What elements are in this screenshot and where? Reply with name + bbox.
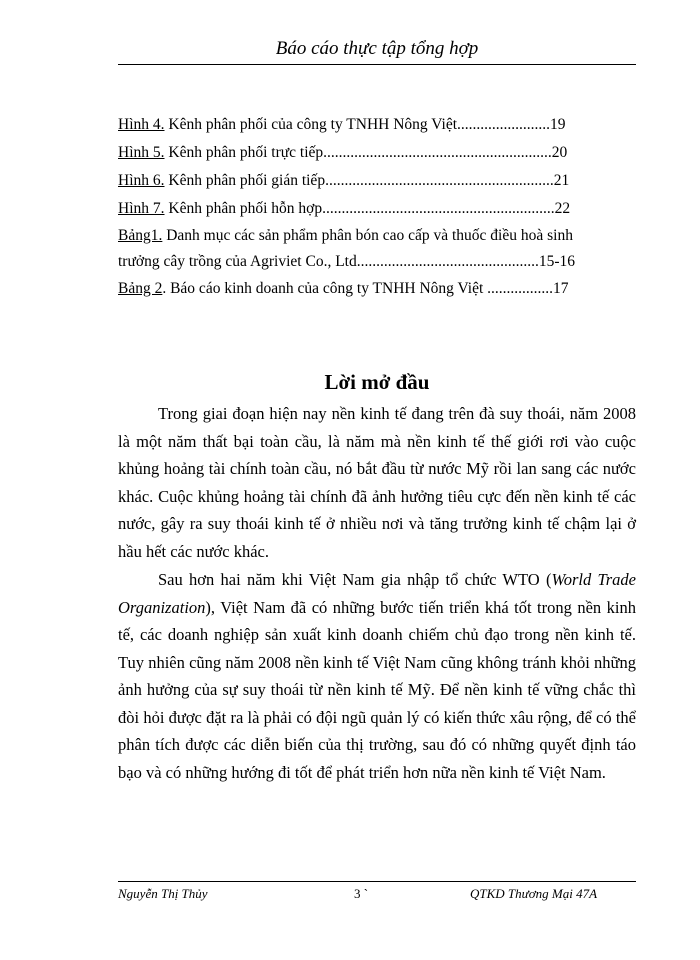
paragraph: Trong giai đoạn hiện nay nền kinh tế đang trên đà suy thoái, năm 2008 là một năm thất bại toàn cầu, là năm mà nền kinh tế thế giới rơi vào cuộc khủng hoảng tài chính toàn cầu, nó bắt đầu từ nước Mỹ rồi lan sang các nước khác. Cuộc khủng hoảng tài chính đã ảnh hưởng tiêu cực đến nền kinh tế các nước, gây ra suy thoái kinh tế ở nhiều nơi và tăng trưởng kinh tế chậm lại ở hầu hết các nước khác. (118, 404, 636, 561)
toc-text: Kênh phân phối trực tiếp...........................................................20 (164, 144, 568, 161)
toc-text: trưởng cây trồng của Agriviet Co., Ltd...............................................15-16 (118, 253, 576, 270)
toc-label: Hình 4. (118, 116, 165, 133)
footer-rule (118, 881, 636, 882)
toc-text: Danh mục các sản phẩm phân bón cao cấp và thuốc điều hoà sinh (162, 227, 573, 244)
footer-author: Nguyễn Thị Thủy (118, 886, 208, 901)
toc-entry[interactable] (118, 116, 566, 134)
toc-entry[interactable] (118, 280, 569, 298)
section-title: Lời mở đầu (324, 370, 430, 394)
toc-entry[interactable] (118, 227, 573, 245)
footer-page-number: 3 ` (354, 886, 369, 901)
toc-label: Hình 6. (118, 172, 165, 189)
footer-class: QTKD Thương Mại 47A (470, 886, 598, 901)
toc-text: Kênh phân phối gián tiếp...........................................................21 (164, 172, 570, 189)
toc-label: Hình 7. (118, 200, 165, 217)
section-body (118, 400, 636, 786)
toc-label: Bảng1. (118, 227, 163, 244)
header-rule (118, 64, 636, 65)
page-header-title: Báo cáo thực tập tổng hợp (275, 38, 479, 59)
paragraph: Sau hơn hai năm khi Việt Nam gia nhập tổ chức WTO (World Trade Organization), Việt Nam đã có những bước tiến triển khá tốt trong nền kinh tế, các doanh nghiệp sản xuất kinh doanh chiếm chủ đạo trong nền kinh tế. Tuy nhiên cũng năm 2008 nền kinh tế Việt Nam cũng không tránh khỏi những ảnh hưởng của sự suy thoái từ nền kinh tế Mỹ. Để nền kinh tế vững chắc thì đòi hỏi được đặt ra là phải có đội ngũ quản lý có kiến thức xâu rộng, để có thể phân tích được các diễn biến của thị trường, sau đó có những quyết định táo bạo và có những hướng đi tốt để phát triển hơn nữa nền kinh tế Việt Nam. (118, 570, 636, 782)
toc-text: Kênh phân phối của công ty TNHH Nông Việt........................19 (164, 116, 566, 133)
toc-entry-continuation[interactable] (118, 253, 575, 271)
toc-text: Kênh phân phối hỗn hợp............................................................22 (164, 200, 571, 217)
toc-entry[interactable] (118, 200, 570, 218)
toc-label: Bảng 2 (118, 280, 163, 297)
toc-label: Hình 5. (118, 144, 165, 161)
toc-entry[interactable] (118, 172, 569, 190)
toc-text: . Báo cáo kinh doanh của công ty TNHH Nông Việt .................17 (162, 280, 569, 297)
toc-entry[interactable] (118, 144, 567, 162)
